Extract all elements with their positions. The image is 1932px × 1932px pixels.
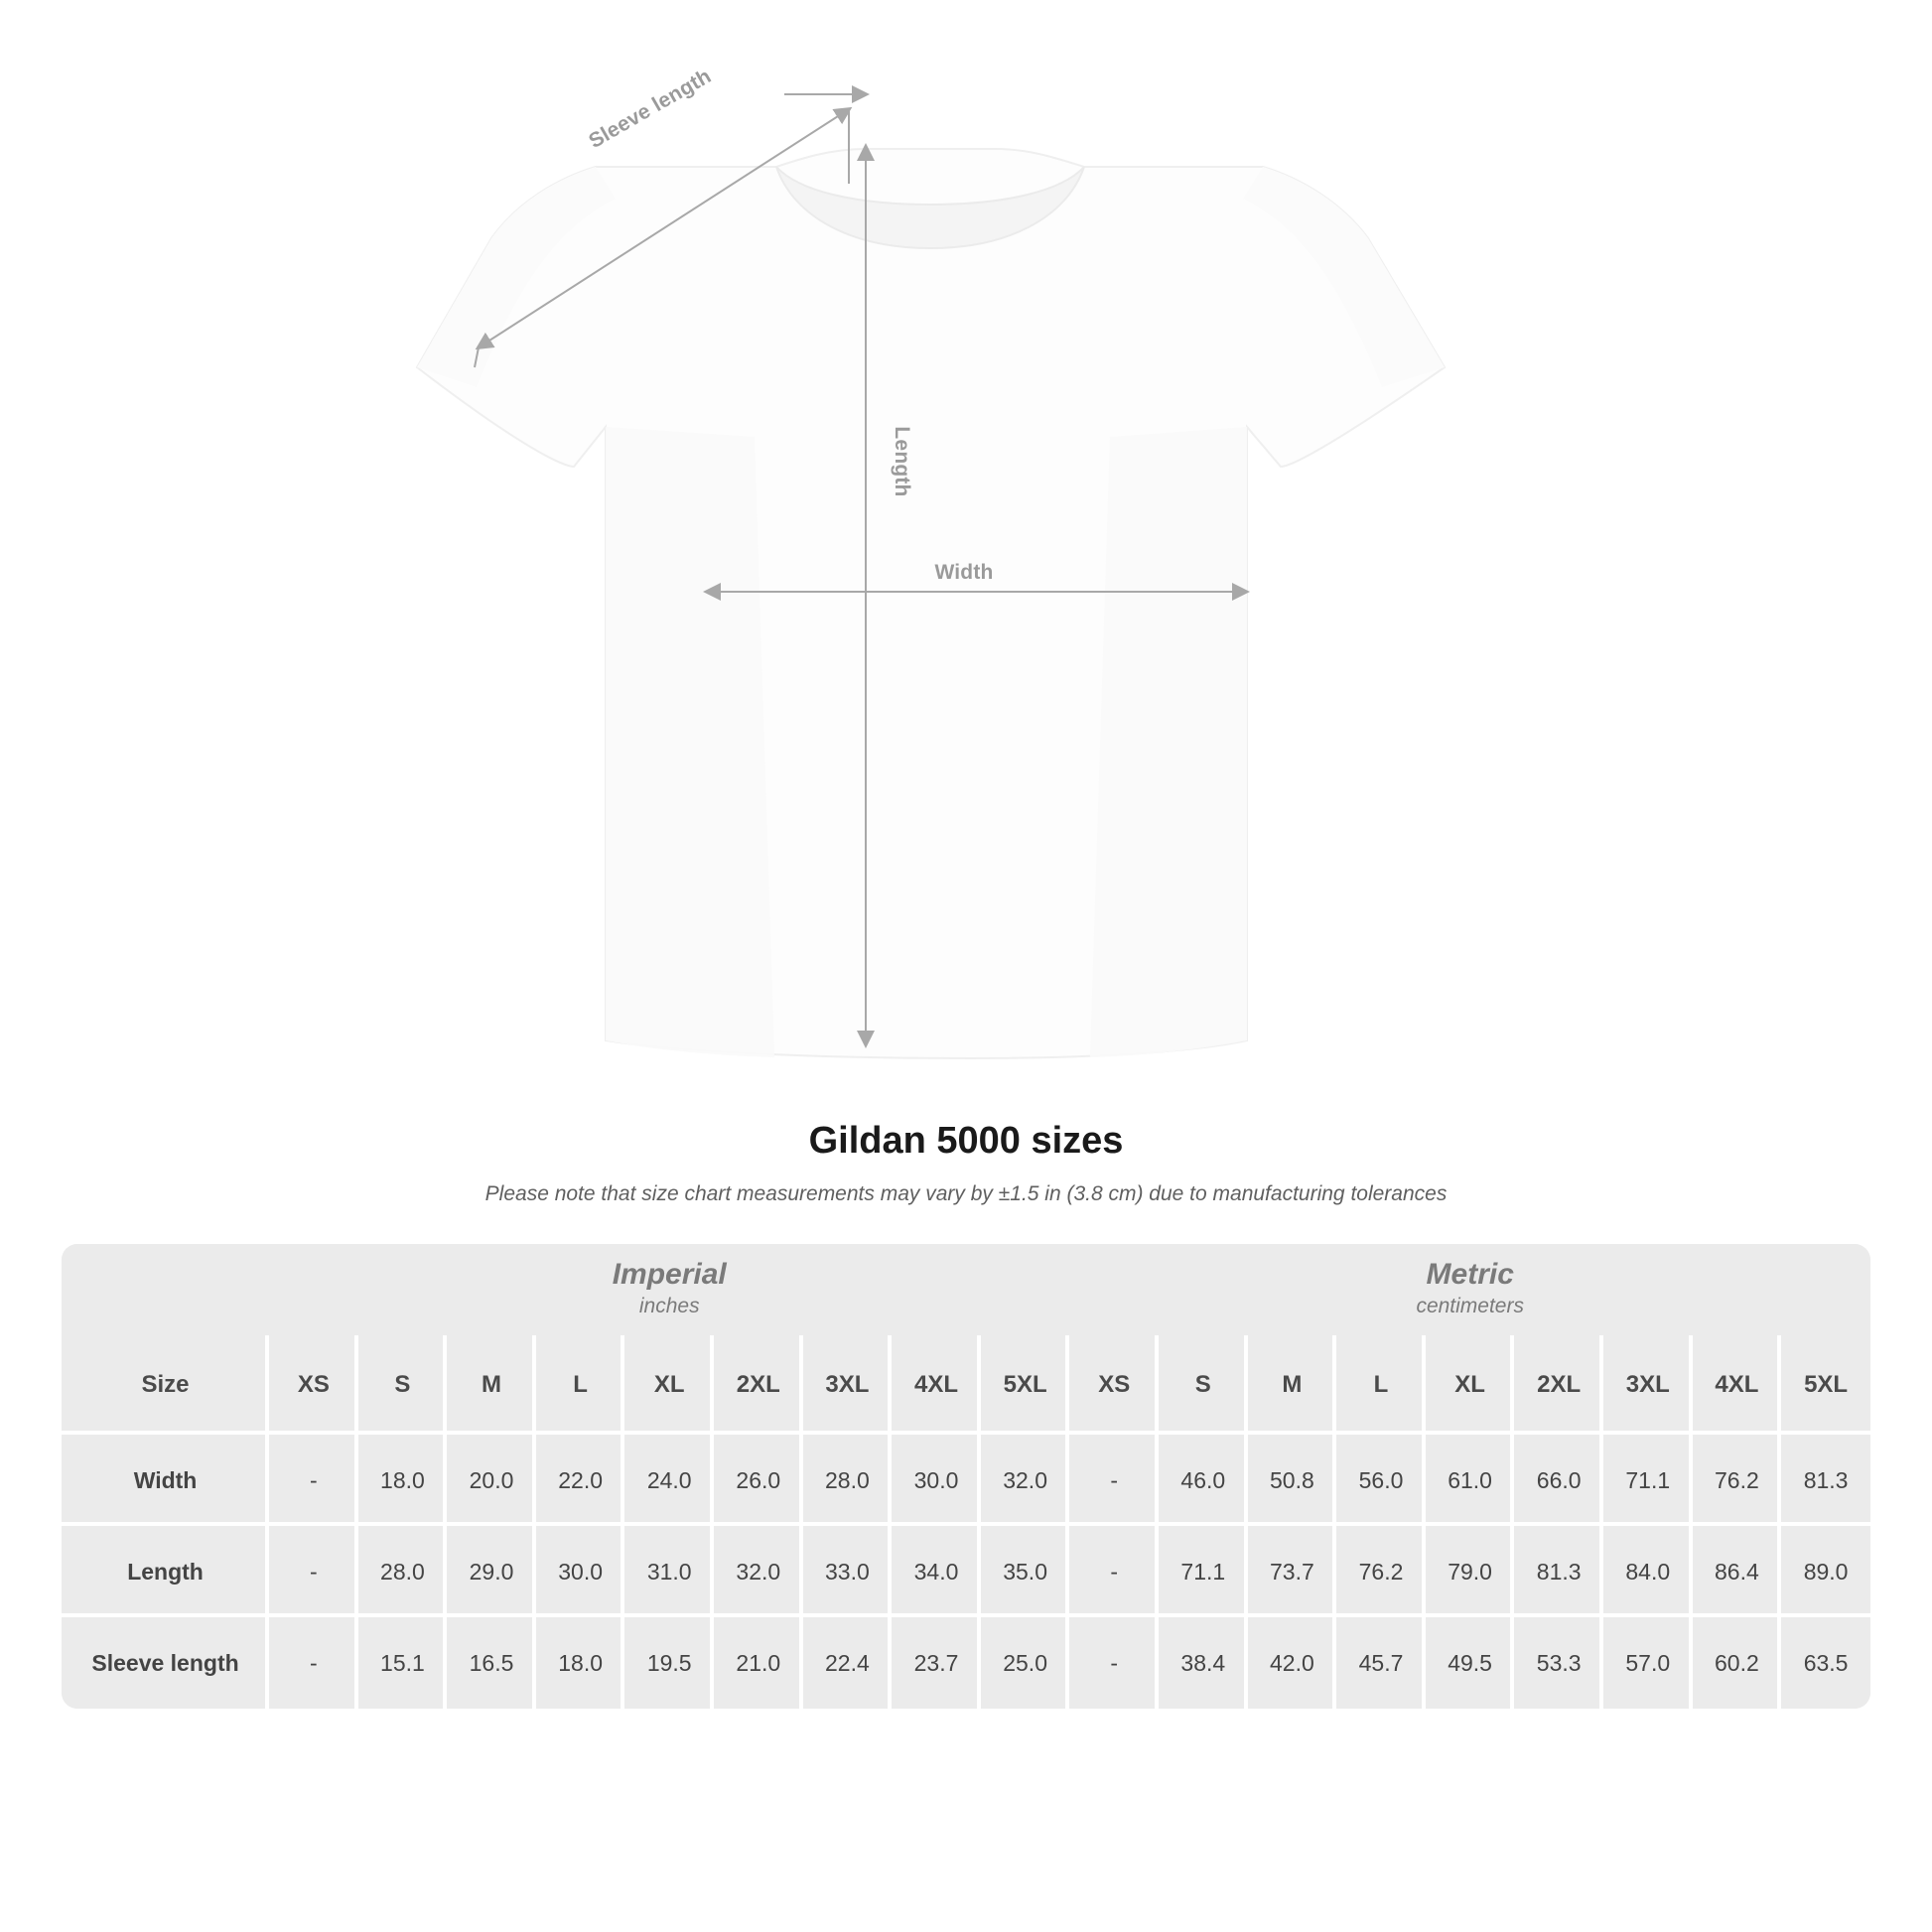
cell-sleeve-metric-4xl: 60.2 [1693, 1617, 1782, 1709]
cell-sleeve-metric-s: 38.4 [1159, 1617, 1248, 1709]
size-header-imperial-3xl: 3XL [803, 1335, 893, 1435]
cell-width-metric-2xl: 66.0 [1514, 1435, 1603, 1526]
cell-length-imperial-5xl: 35.0 [981, 1526, 1070, 1617]
metric-sub: centimeters [1416, 1294, 1524, 1317]
cell-sleeve-imperial-s: 15.1 [358, 1617, 448, 1709]
cell-width-imperial-xs: - [269, 1435, 358, 1526]
size-header-metric-xs: XS [1069, 1335, 1159, 1435]
size-header-metric-3xl: 3XL [1603, 1335, 1693, 1435]
sleeve-length-label: Sleeve length [585, 65, 716, 154]
cell-length-metric-l: 76.2 [1336, 1526, 1426, 1617]
unit-header-spacer [62, 1244, 269, 1335]
cell-width-imperial-5xl: 32.0 [981, 1435, 1070, 1526]
cell-width-metric-m: 50.8 [1248, 1435, 1337, 1526]
size-table-wrapper [62, 1244, 1870, 1709]
title-block [0, 1120, 1932, 1206]
cell-width-imperial-3xl: 28.0 [803, 1435, 893, 1526]
cell-sleeve-metric-3xl: 57.0 [1603, 1617, 1693, 1709]
size-header-metric-xl: XL [1426, 1335, 1515, 1435]
cell-length-imperial-4xl: 34.0 [892, 1526, 981, 1617]
length-label: Length [891, 426, 913, 497]
cell-sleeve-metric-l: 45.7 [1336, 1617, 1426, 1709]
cell-sleeve-metric-m: 42.0 [1248, 1617, 1337, 1709]
cell-width-metric-l: 56.0 [1336, 1435, 1426, 1526]
cell-length-metric-xs: - [1069, 1526, 1159, 1617]
cell-width-imperial-4xl: 30.0 [892, 1435, 981, 1526]
cell-length-metric-m: 73.7 [1248, 1526, 1337, 1617]
size-header-metric-m: M [1248, 1335, 1337, 1435]
size-header-imperial-2xl: 2XL [714, 1335, 803, 1435]
row-label-length: Length [62, 1526, 269, 1617]
imperial-name: Imperial [612, 1257, 727, 1291]
size-header-metric-s: S [1159, 1335, 1248, 1435]
size-header-metric-l: L [1336, 1335, 1426, 1435]
cell-length-imperial-3xl: 33.0 [803, 1526, 893, 1617]
cell-width-metric-4xl: 76.2 [1693, 1435, 1782, 1526]
cell-length-imperial-xs: - [269, 1526, 358, 1617]
cell-width-metric-5xl: 81.3 [1781, 1435, 1870, 1526]
cell-sleeve-imperial-xl: 19.5 [624, 1617, 714, 1709]
table-row-sleeve-length [62, 1617, 1870, 1709]
cell-length-metric-5xl: 89.0 [1781, 1526, 1870, 1617]
size-header-metric-4xl: 4XL [1693, 1335, 1782, 1435]
size-table [62, 1244, 1870, 1709]
page-title: Gildan 5000 sizes [808, 1120, 1124, 1162]
tolerance-note: Please note that size chart measurements may vary by ±1.5 in (3.8 cm) due to manufacturing tolerances [484, 1182, 1448, 1205]
cell-width-metric-3xl: 71.1 [1603, 1435, 1693, 1526]
size-header-imperial-xs: XS [269, 1335, 358, 1435]
unit-header-imperial [269, 1244, 1069, 1335]
table-row-length [62, 1526, 1870, 1617]
cell-sleeve-metric-xl: 49.5 [1426, 1617, 1515, 1709]
cell-length-metric-2xl: 81.3 [1514, 1526, 1603, 1617]
cell-length-imperial-xl: 31.0 [624, 1526, 714, 1617]
size-header-imperial-5xl: 5XL [981, 1335, 1070, 1435]
row-label-width: Width [62, 1435, 269, 1526]
cell-sleeve-metric-5xl: 63.5 [1781, 1617, 1870, 1709]
cell-width-imperial-2xl: 26.0 [714, 1435, 803, 1526]
size-header-imperial-m: M [447, 1335, 536, 1435]
cell-sleeve-imperial-l: 18.0 [536, 1617, 625, 1709]
metric-name: Metric [1426, 1257, 1514, 1291]
size-header-metric-5xl: 5XL [1781, 1335, 1870, 1435]
size-header-imperial-xl: XL [624, 1335, 714, 1435]
width-label: Width [934, 561, 994, 584]
cell-width-imperial-xl: 24.0 [624, 1435, 714, 1526]
table-row-width [62, 1435, 1870, 1526]
cell-sleeve-imperial-2xl: 21.0 [714, 1617, 803, 1709]
cell-width-metric-xl: 61.0 [1426, 1435, 1515, 1526]
size-header-imperial-4xl: 4XL [892, 1335, 981, 1435]
imperial-sub: inches [638, 1294, 700, 1317]
cell-length-imperial-m: 29.0 [447, 1526, 536, 1617]
cell-width-imperial-m: 20.0 [447, 1435, 536, 1526]
cell-length-metric-3xl: 84.0 [1603, 1526, 1693, 1617]
size-header-metric-2xl: 2XL [1514, 1335, 1603, 1435]
size-header-label: Size [62, 1335, 269, 1435]
cell-length-imperial-l: 30.0 [536, 1526, 625, 1617]
cell-length-imperial-s: 28.0 [358, 1526, 448, 1617]
cell-width-metric-s: 46.0 [1159, 1435, 1248, 1526]
cell-sleeve-imperial-m: 16.5 [447, 1617, 536, 1709]
cell-sleeve-imperial-5xl: 25.0 [981, 1617, 1070, 1709]
cell-width-metric-xs: - [1069, 1435, 1159, 1526]
row-label-sleeve-length: Sleeve length [62, 1617, 269, 1709]
cell-sleeve-imperial-xs: - [269, 1617, 358, 1709]
size-header-imperial-s: S [358, 1335, 448, 1435]
cell-length-metric-4xl: 86.4 [1693, 1526, 1782, 1617]
cell-sleeve-imperial-4xl: 23.7 [892, 1617, 981, 1709]
cell-length-metric-s: 71.1 [1159, 1526, 1248, 1617]
size-header-imperial-l: L [536, 1335, 625, 1435]
tshirt-shape [417, 149, 1445, 1058]
cell-length-metric-xl: 79.0 [1426, 1526, 1515, 1617]
cell-width-imperial-l: 22.0 [536, 1435, 625, 1526]
unit-header-row [62, 1244, 1870, 1335]
cell-sleeve-metric-xs: - [1069, 1617, 1159, 1709]
cell-sleeve-imperial-3xl: 22.4 [803, 1617, 893, 1709]
cell-width-imperial-s: 18.0 [358, 1435, 448, 1526]
cell-sleeve-metric-2xl: 53.3 [1514, 1617, 1603, 1709]
unit-header-metric [1069, 1244, 1870, 1335]
cell-length-imperial-2xl: 32.0 [714, 1526, 803, 1617]
size-header-row [62, 1335, 1870, 1435]
